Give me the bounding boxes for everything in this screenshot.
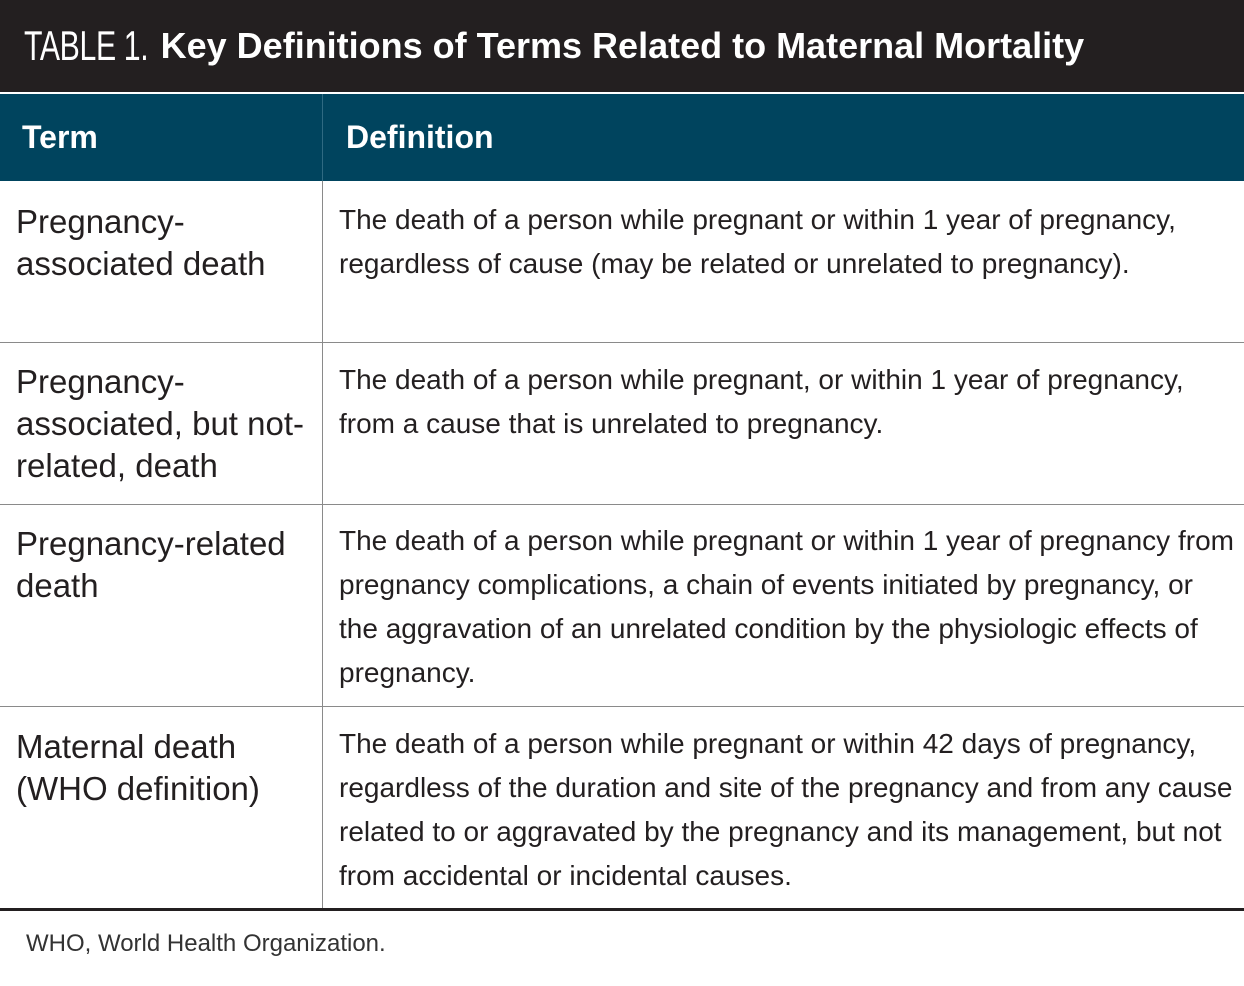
definition-cell: The death of a person while pregnant or within 42 days of pregnancy, regardless of the duration and site of the pregnancy and from any cause related to or aggravated by the pregnancy and its management, but not from accidental or incidental causes. [339, 728, 1233, 891]
term-cell: Pregnancy-associated death [16, 203, 266, 282]
column-divider [322, 181, 323, 343]
row-divider [0, 706, 1244, 707]
table-number-label: TABLE 1. [24, 22, 149, 69]
row-divider [0, 342, 1244, 343]
header-definition: Definition [346, 119, 494, 155]
table-title-text: Key Definitions of Terms Related to Maternal Mortality [160, 25, 1085, 66]
header-term: Term [22, 119, 98, 155]
table-title [0, 0, 1244, 92]
table-bottom-rule [0, 908, 1244, 911]
table-header-row [0, 94, 1244, 181]
term-cell: Maternal death (WHO definition) [16, 728, 260, 807]
row-divider [0, 504, 1244, 505]
table-footnote: WHO, World Health Organization. [26, 930, 386, 957]
term-cell: Pregnancy-associated, but not-related, death [16, 363, 305, 484]
column-divider [322, 505, 323, 706]
definition-cell: The death of a person while pregnant or within 1 year of pregnancy, regardless of cause (may be related or unrelated to pregnancy). [339, 204, 1176, 279]
definition-cell: The death of a person while pregnant, or within 1 year of pregnancy, from a cause that is unrelated to pregnancy. [339, 364, 1184, 439]
term-cell: Pregnancy-related death [16, 525, 286, 604]
column-divider [322, 707, 323, 909]
header-divider [322, 94, 323, 181]
definition-cell: The death of a person while pregnant or within 1 year of pregnancy from pregnancy complications, a chain of events initiated by pregnancy, or the aggravation of an unrelated condition by the physiologic effects of pregnancy. [339, 525, 1234, 688]
column-divider [322, 343, 323, 504]
